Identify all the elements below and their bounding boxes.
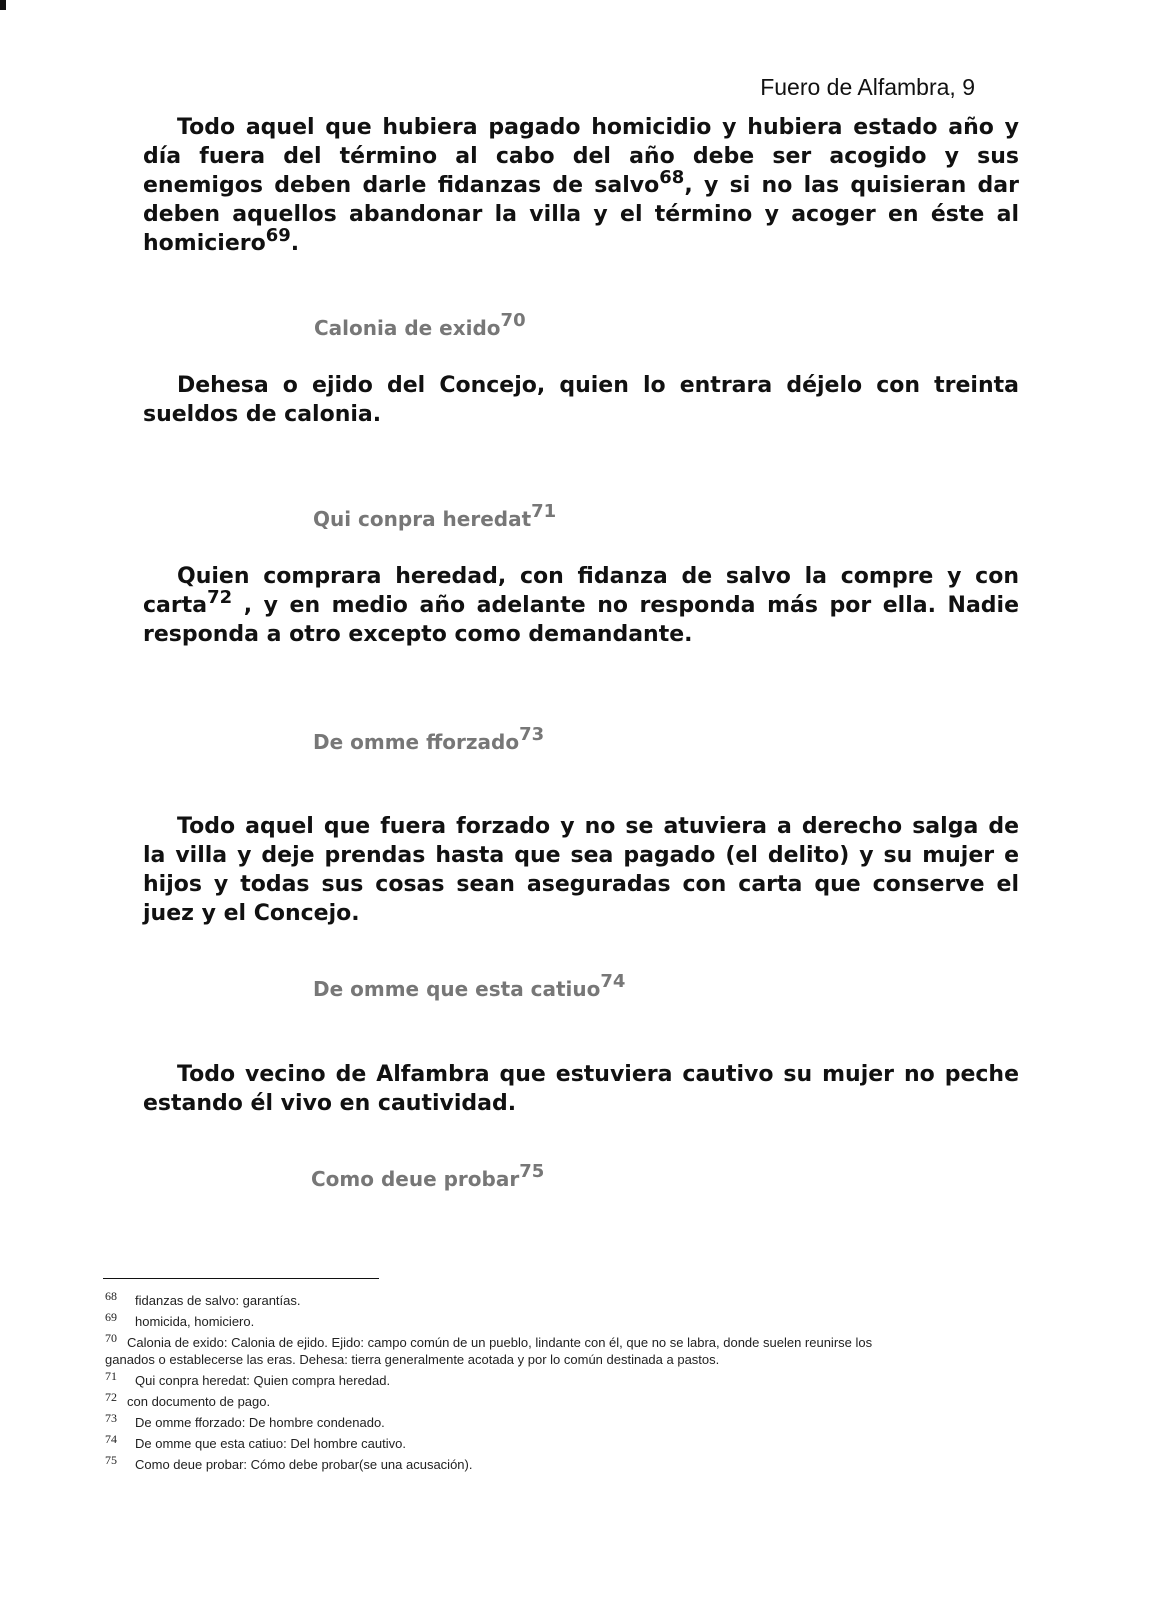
footnote-number: 69 bbox=[105, 1310, 117, 1324]
heading-text: De omme que esta catiuo bbox=[313, 977, 601, 1001]
heading-text: Qui conpra heredat bbox=[313, 507, 532, 531]
heading-text: De omme fforzado bbox=[313, 730, 520, 754]
paragraph-heredat bbox=[143, 562, 1019, 649]
footnote-72 bbox=[105, 1390, 1020, 1410]
paragraph-text: , y en medio año adelante no responda más por ella. Nadie responda a otro excepto como demandante. bbox=[143, 593, 1019, 647]
footnote-ref[interactable]: 71 bbox=[531, 501, 557, 522]
footnote-text: homicida, homiciero. bbox=[135, 1314, 255, 1329]
footnote-ref[interactable]: 72 bbox=[207, 587, 233, 608]
footnote-number: 75 bbox=[105, 1453, 117, 1467]
footnote-75 bbox=[105, 1453, 1020, 1473]
footnote-text-continuation: ganados o establecerse las eras. Dehesa: tierra generalmente acotada y por lo común destinada a pastos. bbox=[105, 1352, 720, 1367]
footnote-number: 74 bbox=[105, 1432, 117, 1446]
footnote-text: De omme que esta catiuo: Del hombre cautivo. bbox=[135, 1436, 406, 1451]
footnote-74 bbox=[105, 1432, 1020, 1452]
footnote-ref[interactable]: 73 bbox=[519, 724, 545, 745]
footnote-text: con documento de pago. bbox=[127, 1394, 271, 1409]
section-heading-heredat bbox=[313, 501, 557, 531]
paragraph-text: . bbox=[290, 231, 300, 256]
footnote-number: 73 bbox=[105, 1411, 117, 1425]
footnote-68 bbox=[105, 1289, 1020, 1309]
paragraph-fforzado: Todo aquel que fuera forzado y no se atuviera a derecho salga de la villa y deje prendas hasta que sea pagado (el delito) y su mujer e hijos y todas sus cosas sean aseguradas con carta que conserve el juez y el Concejo. bbox=[143, 814, 1019, 926]
footnote-text: Calonia de exido: Calonia de ejido. Ejido: campo común de un pueblo, lindante con él, que no se labra, donde suelen reunirse los bbox=[127, 1335, 873, 1350]
section-heading-fforzado bbox=[313, 724, 545, 754]
section-heading-probar bbox=[311, 1161, 545, 1191]
footnote-text: Qui conpra heredat: Quien compra heredad. bbox=[135, 1373, 391, 1388]
paragraph-text: Quien comprara heredad, con fidanza de salvo la compre y con carta bbox=[143, 564, 1019, 618]
footnote-ref[interactable]: 75 bbox=[519, 1161, 545, 1182]
paragraph-text: , y si no las quisieran dar deben aquellos abandonar la villa y el término y acoger en éste al homiciero bbox=[143, 173, 1020, 256]
heading-text: Como deue probar bbox=[311, 1167, 520, 1191]
paragraph-calonia: Dehesa o ejido del Concejo, quien lo entrara déjelo con treinta sueldos de calonia. bbox=[143, 373, 1019, 427]
footnote-number: 72 bbox=[105, 1390, 117, 1404]
footnote-number: 71 bbox=[105, 1369, 117, 1383]
footnote-ref[interactable]: 74 bbox=[600, 971, 626, 992]
footnote-73 bbox=[105, 1411, 1020, 1431]
footnote-text: fidanzas de salvo: garantías. bbox=[135, 1293, 301, 1308]
running-header: Fuero de Alfambra, 9 bbox=[760, 74, 975, 100]
footnote-text: De omme fforzado: De hombre condenado. bbox=[135, 1415, 385, 1430]
footnotes bbox=[105, 1289, 1020, 1477]
footnote-divider bbox=[103, 1278, 379, 1279]
footnote-ref[interactable]: 69 bbox=[265, 225, 291, 246]
footnote-number: 70 bbox=[105, 1331, 117, 1345]
footnote-text: Como deue probar: Cómo debe probar(se una acusación). bbox=[135, 1457, 473, 1472]
paragraph-homicidio bbox=[143, 113, 1019, 258]
footnote-69 bbox=[105, 1310, 1020, 1330]
footnote-ref[interactable]: 68 bbox=[659, 167, 685, 188]
footnote-71 bbox=[105, 1369, 1020, 1389]
section-heading-calonia bbox=[314, 310, 526, 340]
scan-edge-mark bbox=[0, 0, 6, 10]
footnote-ref[interactable]: 70 bbox=[500, 310, 526, 331]
paragraph-text: Todo aquel que hubiera pagado homicidio y hubiera estado año y día fuera del término al cabo del año debe ser acogido y sus enemigos deben darle fidanzas de salvo bbox=[143, 115, 1019, 198]
section-heading-catiuo bbox=[313, 971, 626, 1001]
heading-text: Calonia de exido bbox=[314, 316, 501, 340]
paragraph-catiuo: Todo vecino de Alfambra que estuviera cautivo su mujer no peche estando él vivo en cautividad. bbox=[143, 1062, 1019, 1116]
footnote-70 bbox=[105, 1331, 1020, 1368]
footnote-number: 68 bbox=[105, 1289, 117, 1303]
